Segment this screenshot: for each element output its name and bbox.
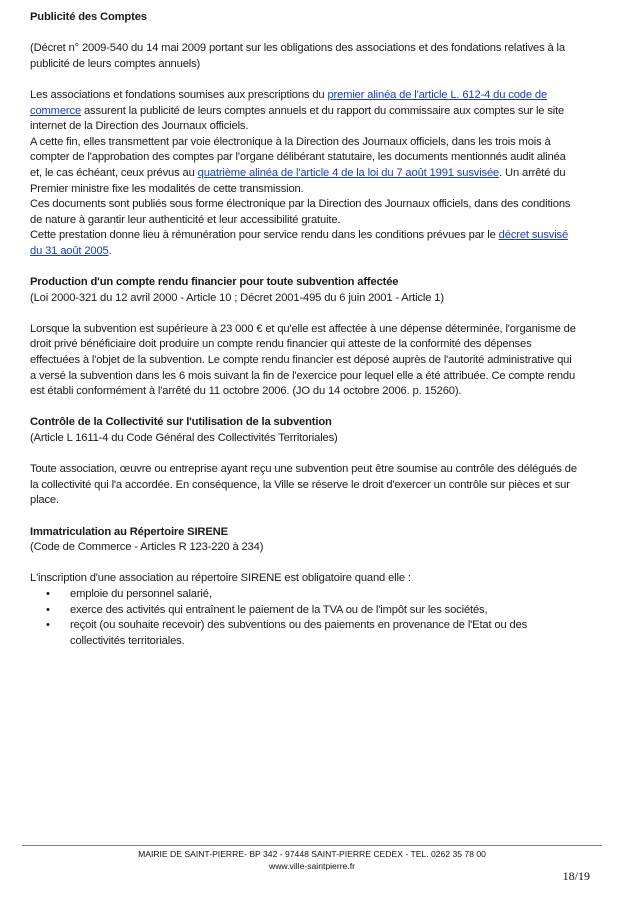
footer-address: MAIRIE DE SAINT-PIERRE- BP 342 - 97448 SAINT-PIERRE CEDEX - TEL. 0262 35 78 00 (138, 849, 486, 859)
list-item-text: exerce des activités qui entraînent le paiement de la TVA ou de l'impôt sur les sociétés, (70, 603, 488, 616)
link-decret-31-aout-2005[interactable]: décret susvisé du 31 août 2005 (30, 229, 569, 257)
list-item-text: emploie du personnel salarié, (70, 587, 212, 600)
link-article-l612-4[interactable]: premier alinéa de l'article L. 612-4 du code de commerce (30, 88, 548, 117)
paragraph-compte-rendu: Lorsque la subvention est supérieure à 23 000 € et qu'elle est affectée à une dépense déterminée, l'organisme de droit privé bénéficiaire doit produire un compte rendu financier qui atteste de la conformité des dépenses effectuées à l'objet de la subvention. Le compte rendu financier est déposé auprès de l'autorité administrative qui a versé la subvention dans les 6 mois suivant la fin de l'exercice pour lequel elle a été attribuée. Ce compte rendu est établi conformément à l'arrêté du 11 octobre 2006. (JO du 14 octobre 2006. p. 15260). (30, 322, 576, 398)
paragraph-transmission (30, 135, 578, 197)
reference-loi-2000-321: (Loi 2000-321 du 12 avril 2000 - Article 10 ; Décret 2001-495 du 6 juin 2001 - Article 1) (30, 291, 444, 304)
link-loi-7-aout-1991[interactable]: quatrième alinéa de l'article 4 de la loi du 7 août 1991 susvisée (197, 166, 500, 179)
reference-code-commerce: (Code de Commerce - Articles R 123-220 à 234) (30, 541, 264, 554)
bullet-icon: • (46, 587, 50, 600)
page-footer (22, 848, 602, 872)
sirene-conditions-list (30, 587, 578, 649)
text-segment: Cette prestation donne lieu à rémunération pour service rendu dans les conditions prévues par le (30, 229, 499, 242)
footer-website: www.ville-saintpierre.fr (269, 861, 355, 871)
bullet-icon: • (46, 619, 50, 632)
heading-compte-rendu-financier: Production d'un compte rendu financier pour toute subvention affectée (30, 276, 399, 289)
reference-cgct: (Article L 1611-4 du Code Général des Collectivités Territoriales) (30, 432, 338, 445)
bullet-icon: • (46, 603, 50, 616)
heading-sirene: Immatriculation au Répertoire SIRENE (30, 525, 228, 538)
paragraph-sirene-intro: L'inscription d'une association au répertoire SIRENE est obligatoire quand elle : (30, 572, 411, 585)
document-page (30, 10, 578, 649)
decret-reference: (Décret n° 2009-540 du 14 mai 2009 portant sur les obligations des associations et des fondations relatives à la publicité de leurs comptes annuels) (30, 42, 565, 70)
text-segment: Les associations et fondations soumises aux prescriptions du (30, 88, 328, 101)
text-segment: . Un arrêté du Premier ministre fixe les modalités de cette transmission. (30, 166, 566, 195)
paragraph-publicite (30, 88, 578, 135)
list-item (46, 618, 578, 649)
text-segment: assurent la publicité de leurs comptes annuels et du rapport du commissaire aux comptes sur le site internet de la Direction des Journaux officiels. (30, 104, 565, 133)
heading-publicite-comptes: Publicité des Comptes (30, 11, 147, 23)
heading-controle-collectivite: Contrôle de la Collectivité sur l'utilisation de la subvention (30, 416, 332, 429)
text-segment: A cette fin, elles transmettent par voie électronique à la Direction des Journaux officiels, dans les trois mois à compter de l'approbation des comptes par l'organe délibérant statutaire, les documents mentionnés audit alinéa et, le cas échéant, ceux prévus au (30, 135, 566, 179)
paragraph-remuneration (30, 228, 578, 259)
list-item-text: reçoit (ou souhaite recevoir) des subventions ou des paiements en provenance de l'Etat ou des collectivités territoriales. (70, 619, 528, 647)
paragraph-publication: Ces documents sont publiés sous forme électronique par la Direction des Journaux officiels, dans des conditions de nature à garantir leur authenticité et leur accessibilité gratuite. (30, 198, 571, 226)
page-number: 18/19 (562, 869, 590, 883)
list-item (46, 587, 578, 603)
list-item (46, 603, 578, 619)
footer-divider (22, 845, 602, 846)
paragraph-controle: Toute association, œuvre ou entreprise ayant reçu une subvention peut être soumise au contrôle des délégués de la collectivité qui l'a accordée. En conséquence, la Ville se réserve le droit d'exercer un contrôle sur pièces et sur place. (30, 463, 577, 507)
text-segment: . (108, 244, 112, 257)
